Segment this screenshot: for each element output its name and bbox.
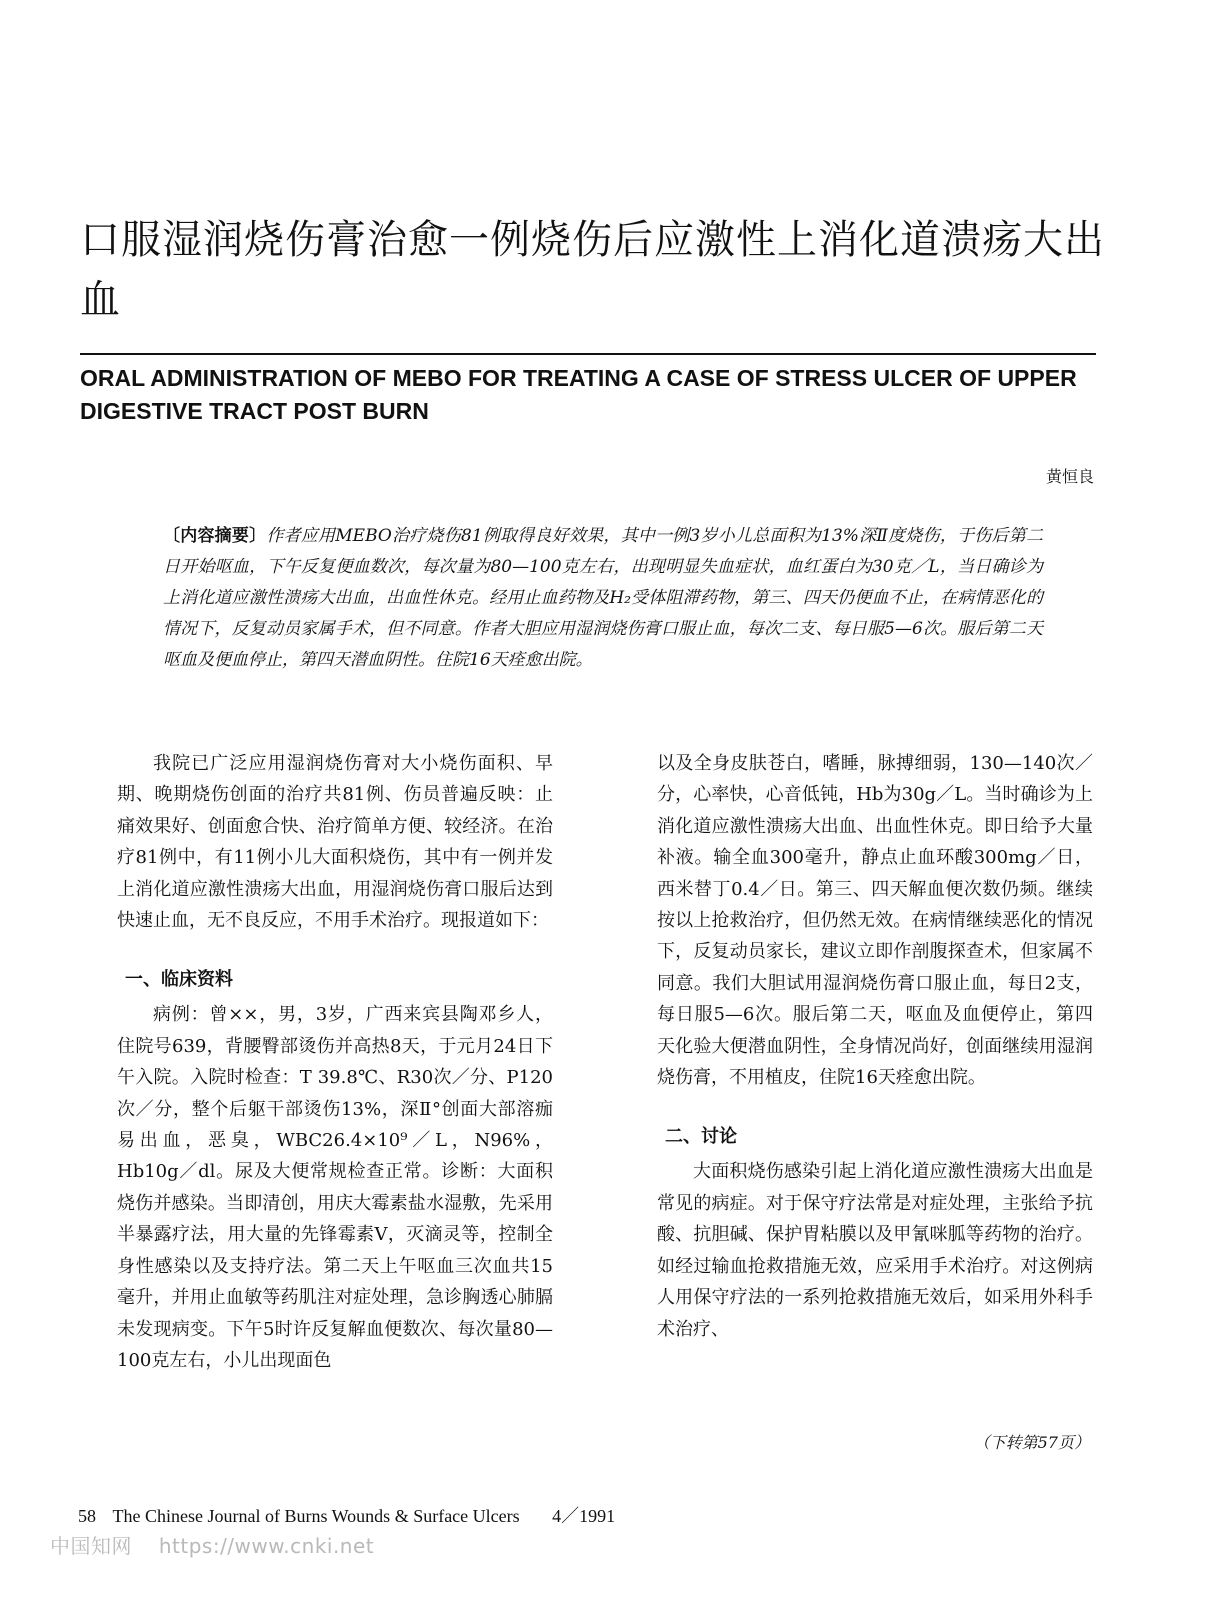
- watermark-url: https://www.cnki.net: [158, 1534, 375, 1558]
- english-title: ORAL ADMINISTRATION OF MEBO FOR TREATING A CASE OF STRESS ULCER OF UPPER DIGESTIVE TRACT POST BURN: [80, 365, 1077, 424]
- author-name: 黄恒良: [1045, 467, 1094, 486]
- cnki-watermark: [50, 1530, 450, 1559]
- intro-paragraph: 我院已广泛应用湿润烧伤膏对大小烧伤面积、早期、晚期烧伤创面的治疗共81例、伤员普遍反映：止痛效果好、创面愈合快、治疗简单方便、较经济。在治疗81例中，有11例小儿大面积烧伤，其中有一例并发上消化道应激性溃疡大出血，用湿润烧伤膏口服后达到快速止血，无不良反应，不用手术治疗。现报道如下：: [117, 753, 553, 932]
- continued-note: （下转第57页）: [973, 1433, 1090, 1452]
- issue-number: 4／1991: [552, 1506, 616, 1526]
- journal-name: The Chinese Journal of Burns Wounds & Surface Ulcers: [112, 1506, 520, 1526]
- left-column: [117, 748, 553, 1376]
- title-divider: [80, 353, 1096, 355]
- page-footer: [78, 1502, 778, 1528]
- section-heading-discussion: 二、讨论: [665, 1126, 737, 1148]
- abstract-label: 〔内容摘要〕: [163, 526, 267, 546]
- section-heading-clinical-data: 一、临床资料: [125, 969, 233, 991]
- case-paragraph: 病例：曾××，男，3岁，广西来宾县陶邓乡人，住院号639，背腰臀部烫伤并高热8天，于元月24日下午入院。入院时检查：T 39.8℃、R30次／分、P120次／分，整个后躯干部烫伤13%，深Ⅱ°创面大部溶痂易出血，恶臭，WBC26.4×10⁹／L，N96%，Hb10g／dl。尿及大便常规检查正常。诊断：大面积烧伤并感染。当即清创，用庆大霉素盐水湿敷，先采用半暴露疗法，用大量的先锋霉素Ⅴ，灭滴灵等，控制全身性感染以及支持疗法。第二天上午呕血三次血共15毫升，并用止血敏等药肌注对症处理，急诊胸透心肺膈未发现病变。下午5时许反复解血便数次、每次量80—100克左右，小儿出现面色: [117, 1004, 553, 1371]
- chinese-title: 口服湿润烧伤膏治愈一例烧伤后应激性上消化道溃疡大出血: [80, 217, 1105, 323]
- watermark-brand: 中国知网: [50, 1534, 132, 1558]
- case-continuation-paragraph: 以及全身皮肤苍白，嗜睡，脉搏细弱，130—140次／分，心率快，心音低钝，Hb为30g／L。当时确诊为上消化道应激性溃疡大出血、出血性休克。即日给予大量补液。输全血300毫升，静点止血环酸300mg／日，西米替丁0.4／日。第三、四天解血便次数仍频。继续按以上抢救治疗，但仍然无效。在病情继续恶化的情况下，反复动员家长，建议立即作剖腹探查术，但家属不同意。我们大胆试用湿润烧伤膏口服止血，每日2支，每日服5—6次。服后第二天，呕血及血便停止，第四天化验大便潜血阴性，全身情况尚好，创面继续用湿润烧伤膏，不用植皮，住院16天痊愈出院。: [657, 753, 1093, 1089]
- abstract: [163, 521, 1043, 676]
- page-number: 58: [78, 1506, 96, 1526]
- abstract-text: 作者应用MEBO治疗烧伤81例取得良好效果，其中一例3岁小儿总面积为13%深Ⅱ度烧伤，于伤后第二日开始呕血，下午反复便血数次，每次量为80—100克左右，出现明显失血症状，血红蛋白为30克／L，当日确诊为上消化道应激性溃疡大出血，出血性休克。经用止血药物及H₂受体阻滞药物，第三、四天仍便血不止，在病情恶化的情况下，反复动员家属手术，但不同意。作者大胆应用湿润烧伤膏口服止血，每次二支、每日服5—6次。服后第二天呕血及便血停止，第四天潜血阴性。住院16天痊愈出院。: [163, 526, 1043, 670]
- discussion-paragraph: 大面积烧伤感染引起上消化道应激性溃疡大出血是常见的病症。对于保守疗法常是对症处理，主张给予抗酸、抗胆碱、保护胃粘膜以及甲氰咪胍等药物的治疗。如经过输血抢救措施无效，应采用手术治疗。对这例病人用保守疗法的一系列抢救措施无效后，如采用外科手术治疗、: [657, 1161, 1093, 1340]
- right-column: [657, 748, 1093, 1345]
